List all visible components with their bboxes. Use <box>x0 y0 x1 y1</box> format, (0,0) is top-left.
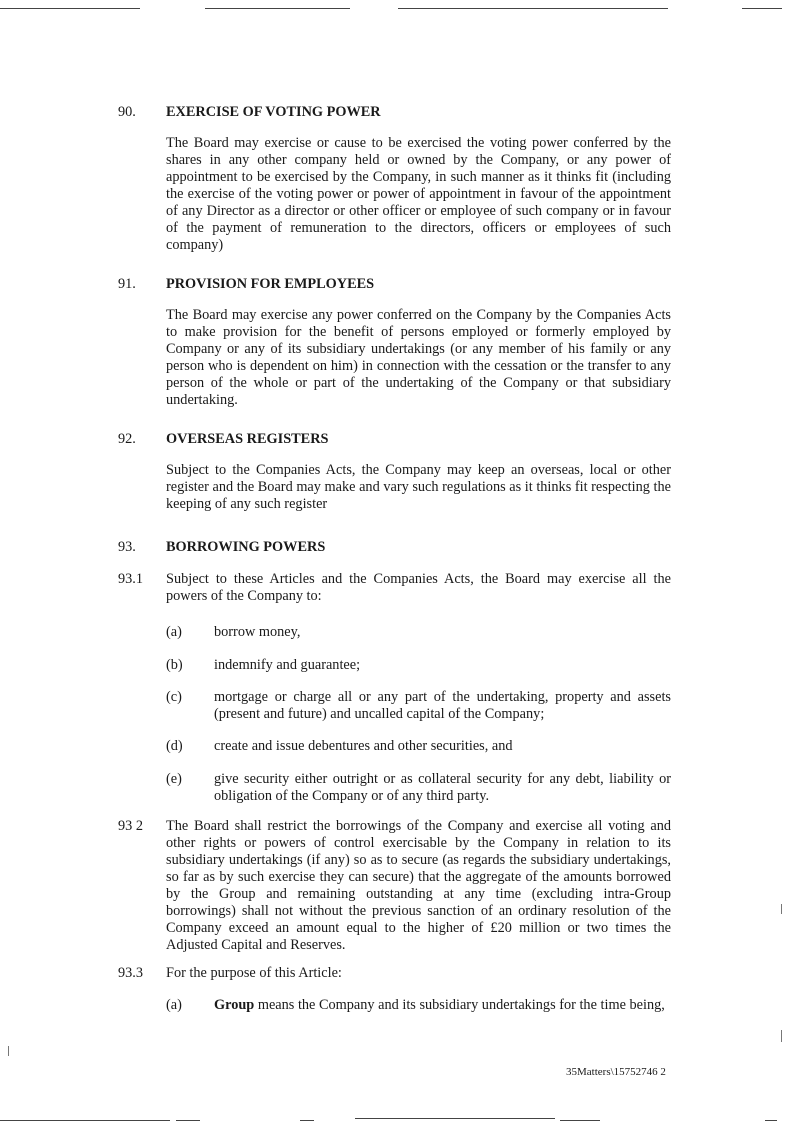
item-label: (a) <box>166 997 182 1013</box>
article-heading: OVERSEAS REGISTERS <box>166 431 329 447</box>
scan-tick <box>781 1030 782 1042</box>
clause-intro: Subject to these Articles and the Companies Acts, the Board may exercise all the powers of the Company to: <box>166 571 671 604</box>
scan-tick <box>8 1046 9 1056</box>
document-reference: 35Matters\15752746 2 <box>566 1066 666 1078</box>
scan-rule <box>176 1120 200 1121</box>
clause-number: 93.3 <box>118 965 144 981</box>
item-text: indemnify and guarantee; <box>214 657 361 673</box>
item-label: (d) <box>166 738 183 754</box>
item-text: create and issue debentures and other securities, and <box>214 738 513 754</box>
item-label: (b) <box>166 657 183 673</box>
article-number: 93. <box>118 539 136 555</box>
clause-number: 93.1 <box>118 571 144 587</box>
scan-rule <box>300 1120 314 1121</box>
item-label: (c) <box>166 689 182 705</box>
clause-text: The Board shall restrict the borrowings of the Company and exercise all voting and other rights or powers of control exercisable by the Company in relation to its subsidiary undertakings (if any) so as to secure (as regards the subsidiary undertakings, so far as by such exercise they can secure) that the aggregate of the amounts borrowed by the Group and remaining outstanding at any time (excluding intra-Group borrowings) shall not without the previous sanction of an ordinary resolution of the Company exceed an amount equal to the higher of £20 million or two times the Adjusted Capital and Reserves. <box>166 818 671 953</box>
item-text <box>214 997 671 1014</box>
article-body: The Board may exercise any power conferred on the Company by the Companies Acts to make provision for the benefit of persons employed or formerly employed by Company or any of its subsidiary undertakings (or any member of his family or any person who is dependent on him) in connection with the cessation or the transfer to any person of the whole or part of the undertaking of the Company or that subsidiary undertaking. <box>166 307 671 408</box>
scan-rule <box>0 8 140 9</box>
article-number: 90. <box>118 104 136 120</box>
definition-text: means the Company and its subsidiary undertakings for the time being, <box>254 997 665 1013</box>
article-body: Subject to the Companies Acts, the Company may keep an overseas, local or other register and the Board may make and vary such regulations as it thinks fit respecting the keeping of any such register <box>166 462 671 512</box>
article-heading: BORROWING POWERS <box>166 539 326 555</box>
article-number: 91. <box>118 276 136 292</box>
item-text: borrow money, <box>214 624 301 640</box>
item-text: give security either outright or as collateral security for any debt, liability or obligation of the Company or of any third party. <box>214 771 671 804</box>
scan-rule <box>560 1120 600 1121</box>
article-heading: PROVISION FOR EMPLOYEES <box>166 276 375 292</box>
scan-rule <box>205 8 350 9</box>
scan-tick <box>781 904 782 914</box>
article-heading: EXERCISE OF VOTING POWER <box>166 104 381 120</box>
scan-rule <box>398 8 668 9</box>
item-text: mortgage or charge all or any part of the undertaking, property and assets (present and future) and uncalled capital of the Company; <box>214 689 671 722</box>
item-label: (a) <box>166 624 182 640</box>
item-label: (e) <box>166 771 182 787</box>
defined-term: Group <box>214 997 255 1013</box>
scan-rule <box>355 1118 555 1119</box>
article-number: 92. <box>118 431 136 447</box>
clause-intro: For the purpose of this Article: <box>166 965 342 981</box>
clause-number: 93 2 <box>118 818 144 834</box>
article-body: The Board may exercise or cause to be exercised the voting power conferred by the shares in any other company held or owned by the Company, or any power of appointment to be exercised by the Company, in such manner as it thinks fit (including the exercise of the voting power or power of appointment in favour of the appointment of any Director as a director or other officer or employee of such company or in favour of the payment of remuneration to the directors, officers or employees of such company) <box>166 135 671 253</box>
scan-rule <box>765 1120 777 1121</box>
scan-rule <box>0 1120 170 1121</box>
scan-rule <box>742 8 782 9</box>
